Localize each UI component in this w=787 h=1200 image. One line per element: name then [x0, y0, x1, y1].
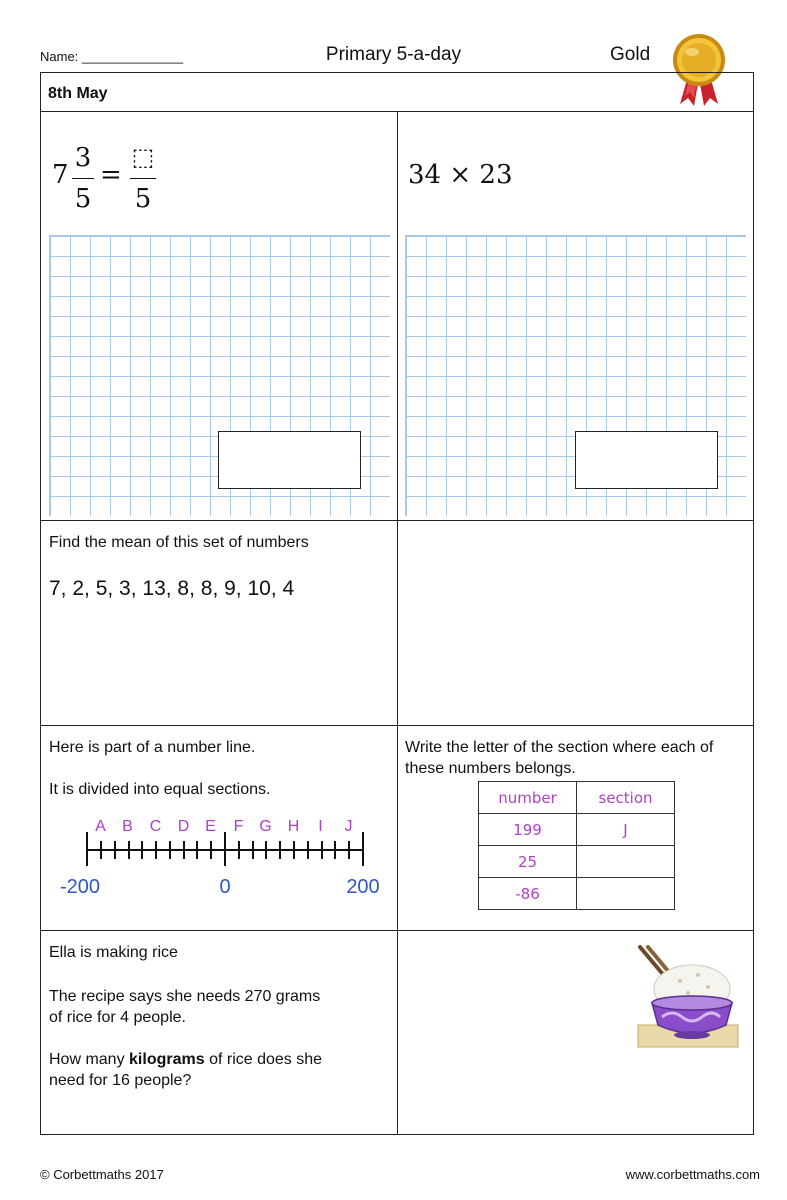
q7-line3b: need for 16 people?: [49, 1072, 192, 1089]
section-letter: G: [259, 818, 272, 835]
q7-line2a: The recipe says she needs 270 grams: [49, 988, 321, 1005]
section-letter: C: [149, 818, 162, 835]
q7-line1: Ella is making rice: [49, 944, 178, 961]
fraction-bar: [72, 178, 94, 179]
copyright: © Corbettmaths 2017: [40, 1167, 164, 1182]
table-row: [479, 846, 675, 878]
number-cell: -86: [479, 878, 577, 910]
difficulty-level: Gold: [610, 44, 651, 65]
q3-instruction: Find the mean of this set of numbers: [49, 534, 309, 551]
section-cell[interactable]: J: [577, 814, 675, 846]
q1-denominator: 5: [74, 184, 92, 214]
section-letter: F: [233, 818, 244, 835]
q5-line2: It is divided into equal sections.: [49, 781, 271, 798]
number-cell: 25: [479, 846, 577, 878]
section-letter: J: [344, 818, 353, 835]
section-letter: B: [122, 818, 133, 835]
page-title: Primary 5-a-day: [325, 44, 462, 65]
q7-line2b: of rice for 4 people.: [49, 1009, 186, 1026]
q7-line3-post: of rice does she: [204, 1051, 323, 1068]
q6-instruction: Write the letter of the section where each of these numbers belongs.: [405, 739, 714, 777]
section-letter: I: [318, 818, 323, 835]
section-letter: D: [177, 818, 190, 835]
section-table: [478, 781, 675, 910]
q7-line3: [49, 1049, 322, 1070]
q1-numerator: 3: [74, 143, 92, 173]
section-cell[interactable]: [577, 878, 675, 910]
section-cell[interactable]: [577, 846, 675, 878]
q7-line3-bold: kilograms: [129, 1051, 205, 1068]
axis-label-min: -200: [59, 876, 101, 898]
axis-label-max: 200: [346, 876, 380, 898]
q7-line3-pre: How many: [49, 1051, 130, 1068]
header-number: number: [479, 782, 577, 814]
fraction-bar: [130, 178, 156, 179]
q1-equals: =: [100, 160, 122, 190]
website-link[interactable]: www.corbettmaths.com: [625, 1167, 760, 1182]
section-letter: E: [205, 818, 216, 835]
q2-expression: 34 × 23: [408, 160, 513, 190]
worksheet-date: 8th May: [48, 85, 108, 102]
q1-rhs-denominator: 5: [134, 184, 152, 214]
name-field-label: Name: ______________: [40, 49, 184, 64]
table-row: [479, 878, 675, 910]
rice-bowl-icon: [632, 945, 742, 1050]
q3-number-set: 7, 2, 5, 3, 13, 8, 8, 9, 10, 4: [49, 577, 295, 600]
axis-label-zero: 0: [219, 876, 231, 898]
table-header-row: [479, 782, 675, 814]
table-row: [479, 814, 675, 846]
column-divider: [397, 111, 398, 1135]
q5-line1: Here is part of a number line.: [49, 739, 256, 756]
section-letter: H: [287, 818, 300, 835]
header-section: section: [577, 782, 675, 814]
section-letter: A: [95, 818, 106, 835]
answer-box[interactable]: [575, 431, 718, 489]
q1-blank-numerator: ⬚: [131, 144, 155, 171]
q1-whole-number: 7: [52, 160, 69, 190]
number-cell: 199: [479, 814, 577, 846]
answer-box[interactable]: [218, 431, 361, 489]
